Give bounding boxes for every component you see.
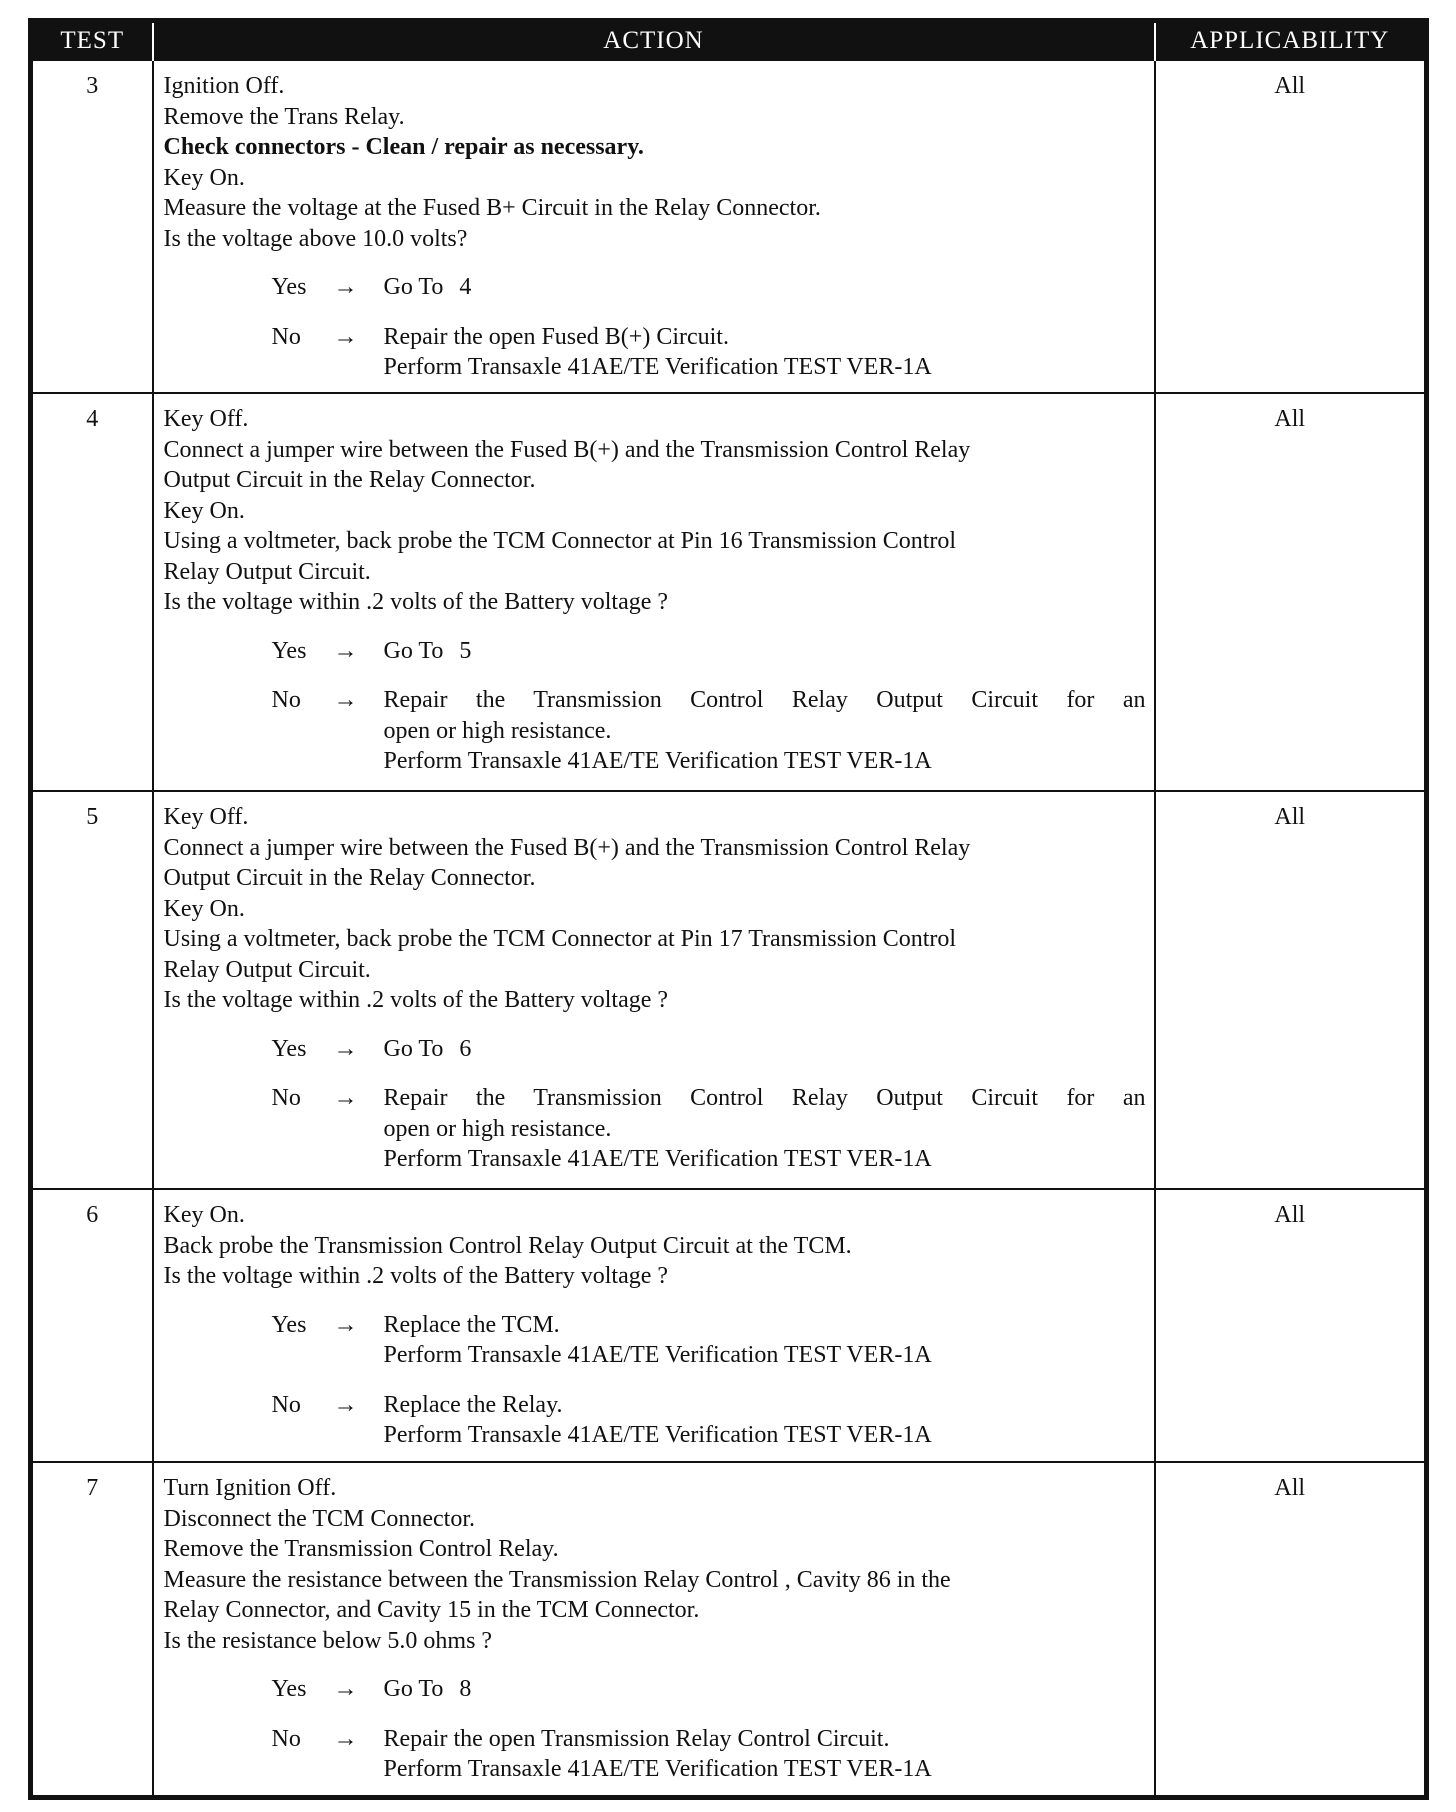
right-arrow-icon: → [333, 1391, 358, 1418]
table-row [31, 1189, 1427, 1462]
answer-yes [272, 272, 1146, 303]
diagnostic-test-table [28, 18, 1429, 1800]
action-cell [153, 791, 1155, 1189]
right-arrow-icon: → [333, 637, 358, 664]
action-line: Output Circuit in the Relay Connector. [163, 467, 536, 493]
answer-no [272, 1083, 1146, 1175]
answer-line: Repair the open Fused B(+) Circuit. [383, 323, 729, 350]
action-line: Key Off. [163, 804, 249, 830]
answer-yes [272, 1310, 1146, 1371]
right-arrow-icon: → [333, 1085, 358, 1111]
action-line-emphasis: Check connectors - Clean / repair as necessary. [163, 134, 644, 160]
answer-no [272, 685, 1146, 777]
action-line: Using a voltmeter, back probe the TCM Connector at Pin 16 Transmission Control [163, 528, 957, 554]
action-line: Remove the Trans Relay. [163, 103, 405, 130]
answer-label: Yes [271, 1311, 307, 1338]
answer-body [384, 1674, 1146, 1705]
right-arrow-icon: → [333, 1725, 358, 1752]
header-applicability: APPLICABILITY [1155, 21, 1427, 61]
action-line: Remove the Transmission Control Relay. [163, 1536, 559, 1562]
answer-line: open or high resistance. [383, 1115, 612, 1142]
answer-label: No [271, 687, 301, 713]
right-arrow-icon: → [333, 323, 358, 350]
answer-label: No [271, 323, 301, 350]
action-line: Key On. [163, 895, 245, 922]
answer-label: Yes [271, 274, 307, 300]
action-line: Measure the voltage at the Fused B+ Circuit in the Relay Connector. [163, 195, 821, 221]
answer-line: Repair the Transmission Control Relay Output Circuit for an [383, 687, 1146, 713]
table-row [31, 393, 1427, 791]
action-line: Key On. [163, 164, 245, 191]
test-number: 7 [31, 1462, 153, 1797]
answer-yes [272, 636, 1146, 667]
action-line: Is the voltage within .2 volts of the Battery voltage ? [163, 1263, 669, 1289]
right-arrow-icon: → [333, 274, 358, 300]
table-header-row [31, 21, 1427, 61]
right-arrow-icon: → [333, 1311, 358, 1338]
answer-yes [272, 1674, 1146, 1705]
answer-label: Yes [271, 1035, 307, 1062]
answer-line: Repair the open Transmission Relay Control Circuit. [383, 1725, 890, 1752]
answer-no [272, 1724, 1146, 1785]
header-action: ACTION [153, 21, 1155, 61]
answer-line: Perform Transaxle 41AE/TE Verification TEST VER-1A [383, 1756, 932, 1782]
diagnostic-procedure-page [28, 18, 1424, 1800]
test-number: 6 [31, 1189, 153, 1462]
action-line: Measure the resistance between the Transmission Relay Control , Cavity 86 in the [163, 1566, 951, 1593]
applicability-cell: All [1155, 791, 1427, 1189]
answer-line: Perform Transaxle 41AE/TE Verification TEST VER-1A [383, 354, 932, 380]
goto-text: Go To [383, 637, 444, 664]
applicability-cell: All [1155, 1189, 1427, 1462]
action-cell [153, 1462, 1155, 1797]
table-row [31, 1462, 1427, 1797]
answer-line: Perform Transaxle 41AE/TE Verification TEST VER-1A [383, 1342, 932, 1368]
answer-body [384, 636, 1146, 667]
applicability-cell: All [1155, 393, 1427, 791]
answer-label: Yes [271, 1676, 307, 1702]
answer-line: Perform Transaxle 41AE/TE Verification TEST VER-1A [383, 1422, 932, 1448]
answer-line: Perform Transaxle 41AE/TE Verification TEST VER-1A [383, 1146, 932, 1172]
action-line: Turn Ignition Off. [163, 1475, 337, 1501]
answer-yes [272, 1034, 1146, 1065]
answer-line: Replace the TCM. [383, 1311, 560, 1338]
action-line: Relay Connector, and Cavity 15 in the TCM Connector. [163, 1597, 700, 1623]
action-line: Key On. [163, 1202, 245, 1228]
action-line: Using a voltmeter, back probe the TCM Connector at Pin 17 Transmission Control [163, 926, 957, 952]
action-line: Back probe the Transmission Control Relay Output Circuit at the TCM. [163, 1232, 852, 1259]
goto-step: 4 [459, 274, 472, 300]
answer-no [272, 1390, 1146, 1451]
right-arrow-icon: → [333, 687, 358, 713]
test-number: 4 [31, 393, 153, 791]
header-test: TEST [31, 21, 153, 61]
goto-step: 5 [459, 637, 472, 664]
answer-label: No [271, 1085, 301, 1111]
action-line: Relay Output Circuit. [163, 956, 371, 983]
action-line: Ignition Off. [163, 73, 285, 99]
action-line: Key On. [163, 497, 245, 524]
answer-body [384, 1724, 1146, 1785]
answer-body [384, 1310, 1146, 1371]
action-line: Connect a jumper wire between the Fused B(+) and the Transmission Control Relay [163, 834, 971, 861]
answer-body [384, 1034, 1146, 1065]
answer-line: Replace the Relay. [383, 1391, 563, 1418]
action-line: Is the voltage above 10.0 volts? [163, 225, 468, 252]
answer-line: open or high resistance. [383, 717, 612, 744]
answer-body [384, 272, 1146, 303]
action-cell [153, 393, 1155, 791]
right-arrow-icon: → [333, 1035, 358, 1062]
goto-text: Go To [383, 274, 444, 300]
table-row [31, 791, 1427, 1189]
goto-step: 6 [459, 1035, 472, 1062]
answer-body [384, 1083, 1146, 1175]
applicability-cell: All [1155, 1462, 1427, 1797]
right-arrow-icon: → [333, 1676, 358, 1702]
applicability-cell: All [1155, 60, 1427, 393]
table-row [31, 60, 1427, 393]
answer-label: No [271, 1725, 301, 1752]
answer-body [384, 322, 1146, 383]
answer-label: Yes [271, 637, 307, 664]
action-line: Relay Output Circuit. [163, 558, 371, 585]
answer-body [384, 1390, 1146, 1451]
goto-text: Go To [383, 1035, 444, 1062]
action-cell [153, 1189, 1155, 1462]
goto-step: 8 [459, 1676, 472, 1702]
action-line: Is the voltage within .2 volts of the Battery voltage ? [163, 589, 669, 615]
answer-line: Perform Transaxle 41AE/TE Verification TEST VER-1A [383, 748, 932, 774]
action-line: Output Circuit in the Relay Connector. [163, 865, 536, 891]
action-line: Disconnect the TCM Connector. [163, 1505, 476, 1532]
action-line: Key Off. [163, 406, 249, 432]
action-line: Connect a jumper wire between the Fused B(+) and the Transmission Control Relay [163, 436, 971, 463]
test-number: 3 [31, 60, 153, 393]
test-number: 5 [31, 791, 153, 1189]
answer-line: Repair the Transmission Control Relay Output Circuit for an [383, 1085, 1146, 1111]
answer-body [384, 685, 1146, 777]
answer-no [272, 322, 1146, 383]
action-cell [153, 60, 1155, 393]
action-line: Is the resistance below 5.0 ohms ? [163, 1627, 493, 1654]
action-line: Is the voltage within .2 volts of the Battery voltage ? [163, 987, 669, 1013]
goto-text: Go To [383, 1676, 444, 1702]
answer-label: No [271, 1391, 301, 1418]
